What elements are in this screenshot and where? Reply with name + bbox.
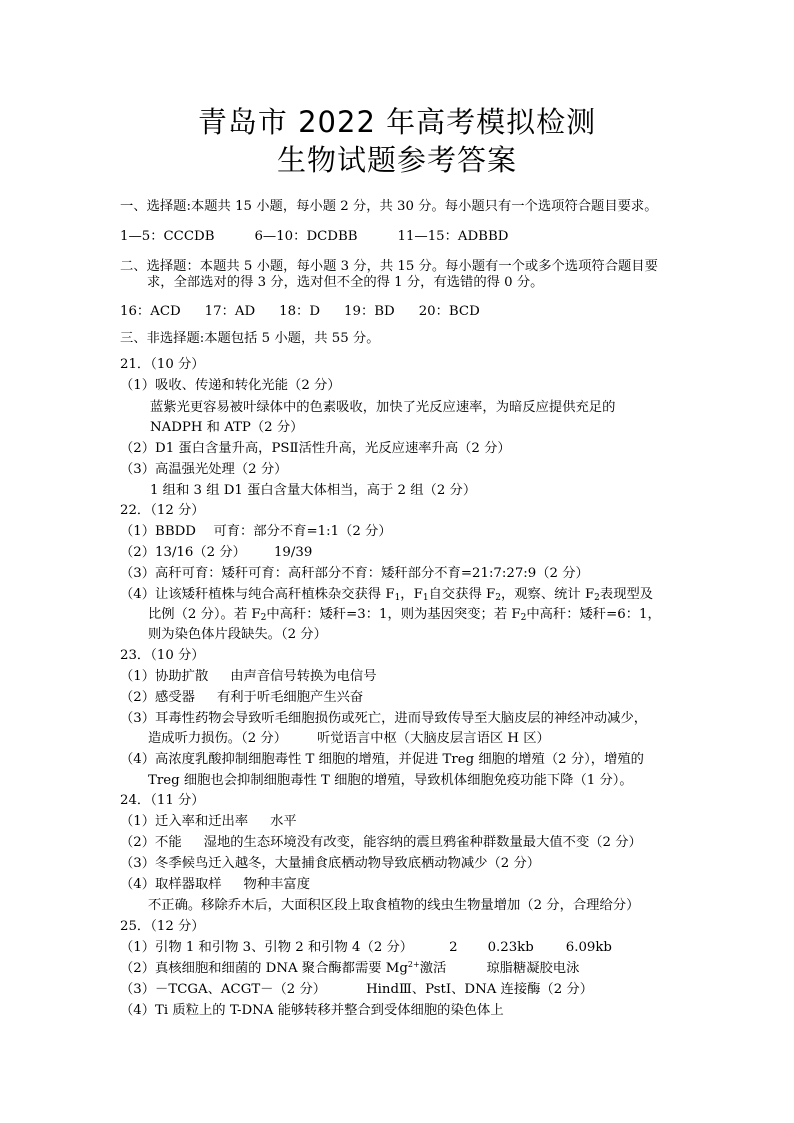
- page-subtitle: 生物试题参考答案: [276, 143, 517, 177]
- q22-line: [120, 544, 312, 561]
- q25-line-part: 2: [449, 940, 458, 955]
- section2-answers: [120, 303, 480, 320]
- q22-heading: 22．（12 分）: [120, 503, 205, 518]
- page-title: 青岛市 2022 年高考模拟检测: [197, 105, 597, 139]
- section2-answer: 20：BCD: [418, 304, 480, 319]
- section1-heading: 一、选择题:本题共 15 小题，每小题 2 分，共 30 分。每小题只有一个选项符合题目要求。: [120, 199, 658, 214]
- q22-line: （3）高秆可育：矮秆可育：高秆部分不育：矮秆部分不育=21:7:27:9（2 分）: [120, 566, 589, 581]
- q25-line-part: （1）引物 1 和引物 3、引物 2 和引物 4（2 分）: [120, 940, 414, 955]
- q25-line-part: 6.09kb: [565, 940, 612, 955]
- q22-line: （1）BBDD 可育：部分不育=1:1（2 分）: [120, 524, 392, 539]
- section2-answer: 18：D: [279, 304, 321, 319]
- q24-line: [120, 813, 297, 830]
- q24-line-part: （1）迁入率和迁出率: [120, 814, 249, 829]
- q23-line: [120, 668, 377, 685]
- q23-line: （3）耳毒性药物会导致听毛细胞损伤或死亡，进而导致传导至大脑皮层的神经冲动减少，: [120, 711, 648, 726]
- section3-heading: 三、非选择题:本题包括 5 小题，共 55 分。: [120, 331, 380, 346]
- q25-line: [120, 939, 612, 956]
- q21-line: 1 组和 3 组 D1 蛋白含量大体相当，高于 2 组（2 分）: [150, 483, 477, 498]
- q23-line-part: 听觉语言中枢（大脑皮层言语区 H 区）: [317, 731, 550, 746]
- q24-line-part: 水平: [270, 814, 297, 829]
- q24-line-part: （2）不能: [120, 835, 182, 850]
- q24-line: [120, 834, 642, 851]
- q24-line-part: （4）取样器取样: [120, 877, 222, 892]
- q23-line-part: （2）感受器: [120, 690, 195, 705]
- section1-answer-group: 6—10：DCDBB: [254, 229, 358, 244]
- section2-heading-line2: 求，全部选对的得 3 分，选对但不全的得 1 分，有选错的得 0 分。: [147, 275, 544, 290]
- q25-line: [120, 981, 593, 998]
- q21-line: 蓝紫光更容易被叶绿体中的色素吸收，加快了光反应速率，为暗反应提供充足的: [150, 400, 616, 415]
- section1-answer-group: 11—15：ADBBD: [397, 229, 509, 244]
- q21-line: NADPH 和 ATP（2 分）: [150, 420, 304, 435]
- section2-answer: 17：AD: [204, 304, 256, 319]
- section2-answer: 16：ACD: [120, 304, 181, 319]
- q25-line-part: 琼脂糖凝胶电泳: [486, 961, 580, 976]
- q23-line: [148, 730, 550, 747]
- q23-line-part: （1）协助扩散: [120, 669, 209, 684]
- q25-line-part: （3）－TCGA、ACGT－（2 分）: [120, 982, 327, 997]
- q24-line: （3）冬季候鸟迁入越冬，大量捕食底栖动物导致底栖动物减少（2 分）: [120, 856, 541, 871]
- q24-line-part: 物种丰富度: [243, 877, 311, 892]
- q23-line: （4）高浓度乳酸抑制细胞毒性 T 细胞的增殖，并促进 Treg 细胞的增殖（2 分），增殖的: [120, 752, 644, 767]
- q21-line: （3）高温强光处理（2 分）: [120, 462, 288, 477]
- q24-heading: 24．（11 分）: [120, 793, 205, 808]
- section1-answers: [120, 228, 508, 245]
- q25-line-part: HindⅢ、PstⅠ、DNA 连接酶（2 分）: [366, 982, 594, 997]
- q21-heading: 21．（10 分）: [120, 357, 205, 372]
- q23-line-part: 造成听力损伤。（2 分）: [148, 731, 288, 746]
- q24-line: 不正确。移除乔木后，大面积区段上取食植物的线虫生物量增加（2 分，合理给分）: [148, 898, 640, 913]
- q22-line: 比例（2 分）。若 $F_2$中高秆：矮秆=3：1，则为基因突变；若 $F_2$中高秆：矮秆=6：1，: [148, 607, 661, 623]
- q23-heading: 23．（10 分）: [120, 648, 205, 663]
- q22-line-part: 19/39: [273, 545, 313, 560]
- q24-line: [120, 876, 310, 893]
- section2-answer: 19：BD: [344, 304, 395, 319]
- q21-line: （1）吸收、传递和转化光能（2 分）: [120, 378, 341, 393]
- q22-line-part: （2）13/16（2 分）: [120, 545, 246, 560]
- q25-line-part: 0.23kb: [487, 940, 534, 955]
- section2-heading-line1: 二、选择题：本题共 5 小题，每小题 3 分，共 15 分。每小题有一个或多个选项符合题目要: [120, 259, 658, 274]
- q23-line: Treg 细胞也会抑制细胞毒性 T 细胞的增殖，导致机体细胞免疫功能下降（1 分）。: [148, 773, 633, 788]
- q25-heading: 25．（12 分）: [120, 919, 205, 934]
- q22-line: （4）让该矮秆植株与纯合高秆植株杂交获得 $F_1$，$F_1$自交获得 $F_2$，观察、统计 $F_2$表现型及: [120, 587, 654, 603]
- section1-answer-group: 1—5：CCCDB: [120, 229, 215, 244]
- q22-line: 则为染色体片段缺失。（2 分）: [148, 627, 327, 642]
- q23-line: [120, 689, 363, 706]
- q25-line: （4）Ti 质粒上的 T-DNA 能够转移并整合到受体细胞的染色体上: [120, 1003, 504, 1018]
- q21-line: （2）D1 蛋白含量升高，PSⅡ活性升高，光反应速率升高（2 分）: [120, 441, 511, 456]
- q23-line-part: 由声音信号转换为电信号: [230, 669, 377, 684]
- q25-line: （2）真核细胞和细菌的 DNA 聚合酶都需要 $Mg^{2+}$激活 琼脂糖凝胶电泳: [120, 960, 580, 976]
- q24-line-part: 湿地的生态环境没有改变，能容纳的震旦鸦雀种群数量最大值不变（2 分）: [203, 835, 642, 850]
- q23-line-part: 有利于听毛细胞产生兴奋: [216, 690, 364, 705]
